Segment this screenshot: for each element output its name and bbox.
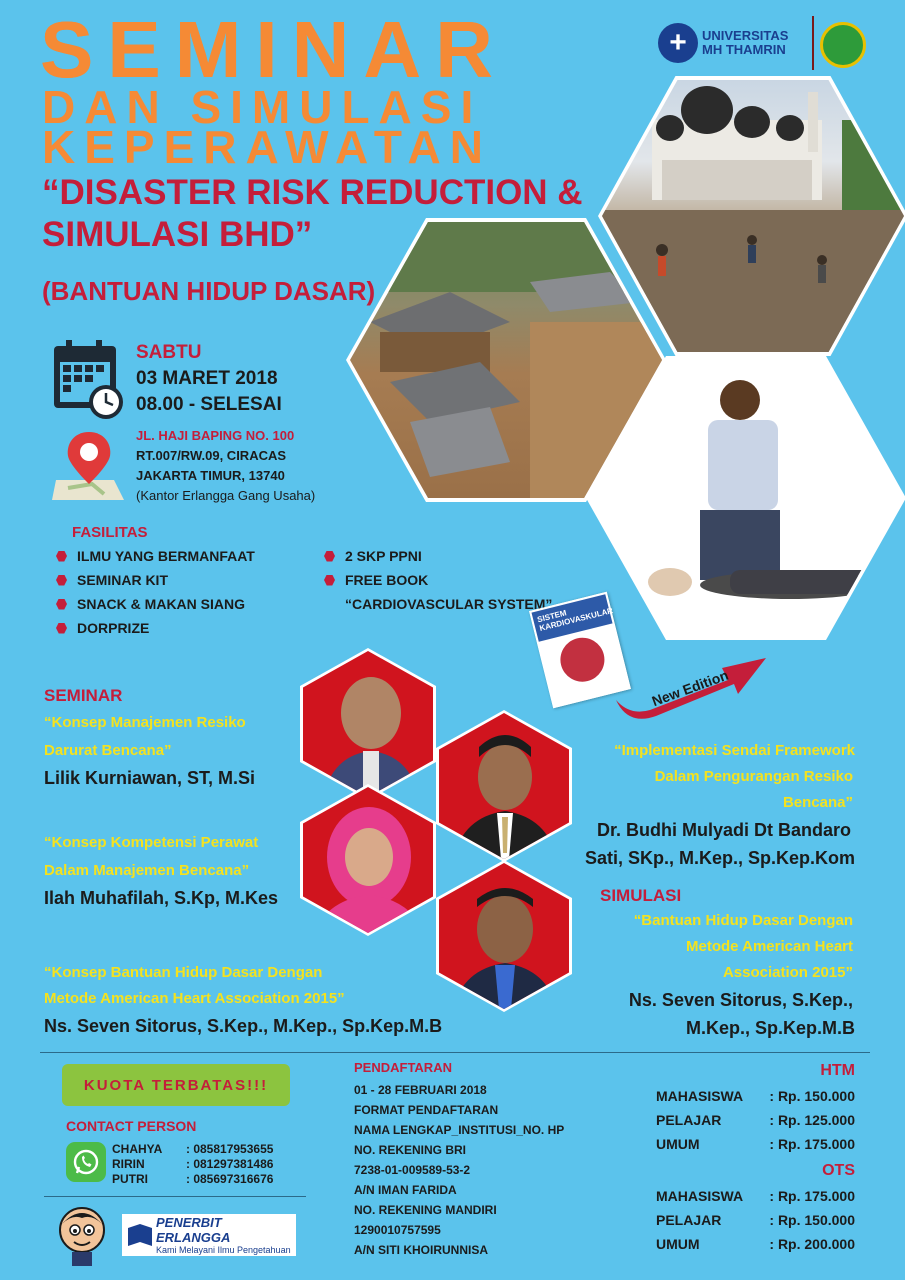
title-dan-simulasi: DAN SIMULASI bbox=[42, 81, 483, 133]
registration-line: 1290010757595 bbox=[354, 1223, 441, 1237]
bullet-hex-icon bbox=[324, 551, 335, 562]
simulasi-speaker-a: Ns. Seven Sitorus, S.Kep., bbox=[628, 990, 853, 1010]
facilities-title: FASILITAS bbox=[72, 524, 148, 541]
new-edition-badge: New Edition bbox=[649, 666, 731, 710]
seminar-3-topic-b: Metode American Heart Association 2015” bbox=[44, 990, 345, 1007]
bullet-hex-icon bbox=[324, 575, 335, 586]
contact-name: CHAHYA bbox=[112, 1142, 163, 1156]
ots-title: OTS bbox=[822, 1162, 855, 1179]
event-day: SABTU bbox=[136, 342, 202, 363]
bullet-hex-icon bbox=[56, 623, 67, 634]
htm-title: HTM bbox=[820, 1062, 855, 1079]
contact-name: PUTRI bbox=[112, 1172, 148, 1186]
bullet-hex-icon bbox=[56, 551, 67, 562]
seminar-4-speaker-a: Dr. Budhi Mulyadi Dt Bandaro bbox=[596, 820, 851, 840]
bullet-hex-icon bbox=[56, 599, 67, 610]
title-seminar: SEMINAR bbox=[40, 5, 507, 94]
registration-line: NO. REKENING MANDIRI bbox=[354, 1203, 497, 1217]
map-pin-icon bbox=[52, 428, 126, 502]
registration-line: NAMA LENGKAP_INSTITUSI_NO. HP bbox=[354, 1123, 565, 1137]
registration-line: A/N SITI KHOIRUNNISA bbox=[354, 1243, 489, 1257]
publisher-tagline: Kami Melayani Ilmu Pengetahuan bbox=[156, 1245, 291, 1255]
publisher-book-icon bbox=[128, 1224, 152, 1246]
seminar-3-speaker: Ns. Seven Sitorus, S.Kep., M.Kep., Sp.Kep.M.B bbox=[44, 1016, 443, 1036]
mascot-icon bbox=[56, 1206, 108, 1266]
simulasi-heading: SIMULASI bbox=[600, 886, 682, 905]
price-category: MAHASISWA bbox=[656, 1188, 744, 1204]
price-category: UMUM bbox=[656, 1236, 700, 1252]
speaker-photo-4 bbox=[436, 860, 572, 1012]
university-cross-icon: + bbox=[658, 23, 698, 63]
bullet-hex-icon bbox=[56, 575, 67, 586]
address-line-3: JAKARTA TIMUR, 13740 bbox=[136, 468, 285, 483]
facility-item: ILMU YANG BERMANFAAT bbox=[56, 548, 255, 564]
seminar-1-speaker: Lilik Kurniawan, ST, M.Si bbox=[44, 768, 256, 788]
simulasi-topic-c: Association 2015” bbox=[722, 964, 853, 981]
seminar-heading: SEMINAR bbox=[44, 686, 123, 705]
footer-divider-small bbox=[44, 1196, 306, 1197]
registration-line: FORMAT PENDAFTARAN bbox=[354, 1103, 499, 1117]
simulasi-speaker-b: M.Kep., Sp.Kep.M.B bbox=[685, 1018, 855, 1038]
theme-title: “DISASTER RISK REDUCTION & SIMULASI BHD” bbox=[42, 173, 583, 254]
publisher-name: PENERBIT ERLANGGA bbox=[156, 1215, 231, 1245]
registration-line: NO. REKENING BRI bbox=[354, 1143, 467, 1157]
price-value: : Rp. 125.000 bbox=[769, 1112, 855, 1128]
price-category: UMUM bbox=[656, 1136, 700, 1152]
address-line-2: RT.007/RW.09, CIRACAS bbox=[136, 448, 287, 463]
facility-item: SEMINAR KIT bbox=[56, 572, 168, 588]
calendar-clock-icon bbox=[52, 340, 124, 420]
speaker-photo-1 bbox=[300, 648, 436, 800]
price-value: : Rp. 175.000 bbox=[769, 1188, 855, 1204]
price-category: PELAJAR bbox=[656, 1212, 722, 1228]
price-value: : Rp. 150.000 bbox=[769, 1212, 855, 1228]
price-category: PELAJAR bbox=[656, 1112, 722, 1128]
address-line-1: JL. HAJI BAPING NO. 100 bbox=[136, 428, 295, 443]
contact-phone: : 081297381486 bbox=[186, 1157, 274, 1171]
contact-phone: : 085817953655 bbox=[186, 1142, 274, 1156]
seminar-2-topic-a: “Konsep Kompetensi Perawat bbox=[44, 834, 259, 851]
kuota-badge: KUOTA TERBATAS!!! bbox=[62, 1064, 290, 1106]
event-time: 08.00 - SELESAI bbox=[136, 394, 282, 415]
seminar-2-topic-b: Dalam Manajemen Bencana” bbox=[44, 862, 250, 879]
facility-book-title: “CARDIOVASCULAR SYSTEM” bbox=[345, 596, 553, 612]
seminar-3-topic-a: “Konsep Bantuan Hidup Dasar Dengan bbox=[44, 964, 323, 981]
registration-title: PENDAFTARAN bbox=[354, 1060, 452, 1075]
registration-line: 01 - 28 FEBRUARI 2018 bbox=[354, 1083, 487, 1097]
seminar-1-topic-b: Darurat Bencana” bbox=[44, 742, 172, 759]
seminar-4-topic-b: Dalam Pengurangan Resiko bbox=[654, 768, 853, 785]
contact-person-title: CONTACT PERSON bbox=[66, 1118, 197, 1134]
book-cover: SISTEM KARDIOVASKULAR bbox=[529, 592, 631, 708]
event-date: 03 MARET 2018 bbox=[136, 368, 278, 389]
seminar-4-topic-c: Bencana” bbox=[782, 794, 853, 811]
mosque-disaster-photo bbox=[598, 76, 905, 356]
facility-item: 2 SKP PPNI bbox=[324, 548, 422, 564]
whatsapp-icon bbox=[66, 1142, 106, 1182]
contact-name: RIRIN bbox=[112, 1157, 145, 1171]
contact-phone: : 085697316676 bbox=[186, 1172, 274, 1186]
facility-item: FREE BOOK bbox=[324, 572, 428, 588]
price-category: MAHASISWA bbox=[656, 1088, 744, 1104]
title-keperawatan: KEPERAWATAN bbox=[42, 121, 492, 173]
simulasi-topic-a: “Bantuan Hidup Dasar Dengan bbox=[633, 912, 853, 929]
logo-divider bbox=[812, 16, 814, 70]
price-value: : Rp. 150.000 bbox=[769, 1088, 855, 1104]
organization-emblem-icon bbox=[820, 22, 866, 68]
address-line-4: (Kantor Erlangga Gang Usaha) bbox=[136, 488, 316, 503]
seminar-1-topic-a: “Konsep Manajemen Resiko bbox=[44, 714, 246, 731]
speaker-photo-3 bbox=[300, 784, 436, 936]
theme-subtitle: (BANTUAN HIDUP DASAR) bbox=[42, 276, 376, 306]
price-value: : Rp. 175.000 bbox=[769, 1136, 855, 1152]
footer-divider bbox=[40, 1052, 870, 1053]
seminar-4-topic-a: “Implementasi Sendai Framework bbox=[614, 742, 855, 759]
university-name: MH THAMRIN bbox=[702, 42, 786, 57]
registration-line: 7238-01-009589-53-2 bbox=[354, 1163, 471, 1177]
university-label: UNIVERSITAS bbox=[702, 28, 789, 43]
price-value: : Rp. 200.000 bbox=[769, 1236, 855, 1252]
seminar-2-speaker: Ilah Muhafilah, S.Kp, M.Kes bbox=[44, 888, 279, 908]
simulasi-topic-b: Metode American Heart bbox=[686, 938, 853, 955]
publisher-logo bbox=[122, 1214, 296, 1256]
speaker-photo-2 bbox=[436, 710, 572, 862]
registration-line: A/N IMAN FARIDA bbox=[354, 1183, 457, 1197]
seminar-4-speaker-b: Sati, SKp., M.Kep., Sp.Kep.Kom bbox=[584, 848, 855, 868]
university-logo bbox=[658, 18, 808, 68]
facility-item: DORPRIZE bbox=[56, 620, 149, 636]
facility-item: SNACK & MAKAN SIANG bbox=[56, 596, 245, 612]
